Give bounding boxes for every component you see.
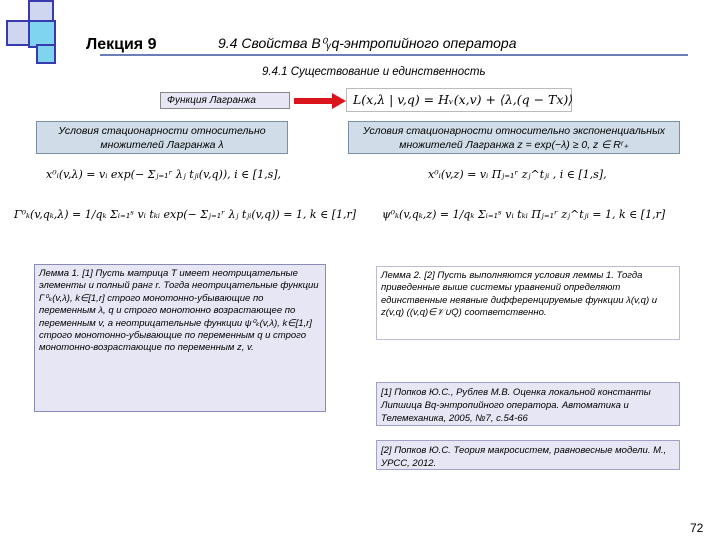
- reference-2-box: [376, 440, 680, 470]
- formula-psi0: ψ⁰ₖ(v,qₖ,z) = 1/qₖ Σᵢ₌₁ˢ vᵢ tₖᵢ Πⱼ₌₁ʳ zⱼ^tⱼᵢ = 1, k ∈ [1,r]: [382, 208, 666, 221]
- formula-x0-z: x⁰ᵢ(v,z) = vᵢ Πⱼ₌₁ʳ zⱼ^tⱼᵢ , i ∈ [1,s],: [428, 168, 607, 181]
- slide-title: 9.4 Свойства B⁰ᵧq-энтропийного оператора: [218, 35, 517, 51]
- formula-gamma0: Γ⁰ₖ(v,qₖ,λ) = 1/qₖ Σᵢ₌₁ˢ vᵢ tₖᵢ exp(− Σⱼ₌₁ʳ λⱼ tⱼᵢ(v,q)) = 1, k ∈ [1,r]: [14, 208, 357, 221]
- reference-2-text: [2] Попков Ю.С. Теория макросистем, равновесные модели. М., УРСС, 2012.: [381, 445, 667, 469]
- section-subtitle: 9.4.1 Существование и единственность: [262, 66, 486, 78]
- reference-1-text: [1] Попков Ю.С., Рублев М.В. Оценка локальной константы Липшица Bq-энтропийного оператора. Автоматика и Телемеханика, 2005, №7, с.54-66: [381, 387, 651, 424]
- page-number: 72: [690, 521, 704, 535]
- lagrange-formula-box: [346, 88, 572, 112]
- lemma-2-text: Лемма 2. [2] Пусть выполняются условия леммы 1. Тогда приведенные выше системы уравнений определяют единственные неявные дифференцируемые функции λ(v,q) и z(v,q) ((v,q)∈𝒱∪Q) соответственно.: [381, 270, 658, 319]
- lemma-2-box: [376, 266, 680, 340]
- lemma-1-text: Лемма 1. [1] Пусть матрица T имеет неотрицательные элементы и полный ранг r. Тогда неотрицательные функции Γ⁰ₖ(v,λ), k∈[1,r] строго монотонно-убывающие по переменным λ, q и строго монотонно возрастающее по переменным v, а неотрицательные функции ψ⁰ₖ(v,λ), k∈[1,r] строго монотонно-убывающие по переменным q и строго монотонно-возрастающие по переменным z, v.: [39, 268, 319, 354]
- arrow-right-icon: [294, 93, 346, 109]
- formula-x0-lambda: x⁰ᵢ(v,λ) = vᵢ exp(− Σⱼ₌₁ʳ λⱼ tⱼᵢ(v,q)), i ∈ [1,s],: [46, 168, 281, 181]
- lecture-label: Лекция 9: [86, 36, 157, 53]
- reference-1-box: [376, 382, 680, 426]
- left-condition-box: Условия стационарности относительно множителей Лагранжа λ: [36, 121, 288, 154]
- lagrange-label: Функция Лагранжа: [160, 92, 290, 109]
- lemma-1-box: [34, 264, 326, 412]
- title-divider: [100, 54, 688, 56]
- right-condition-box: Условия стационарности относительно экспоненциальных множителей Лагранжа z = exp(−λ) ≥ 0, z ∈ Rʳ₊: [348, 121, 680, 154]
- lagrange-formula: L(x,λ | v,q) = Hᵥ(x,v) + ⟨λ,(q − Tx)⟩: [353, 92, 574, 107]
